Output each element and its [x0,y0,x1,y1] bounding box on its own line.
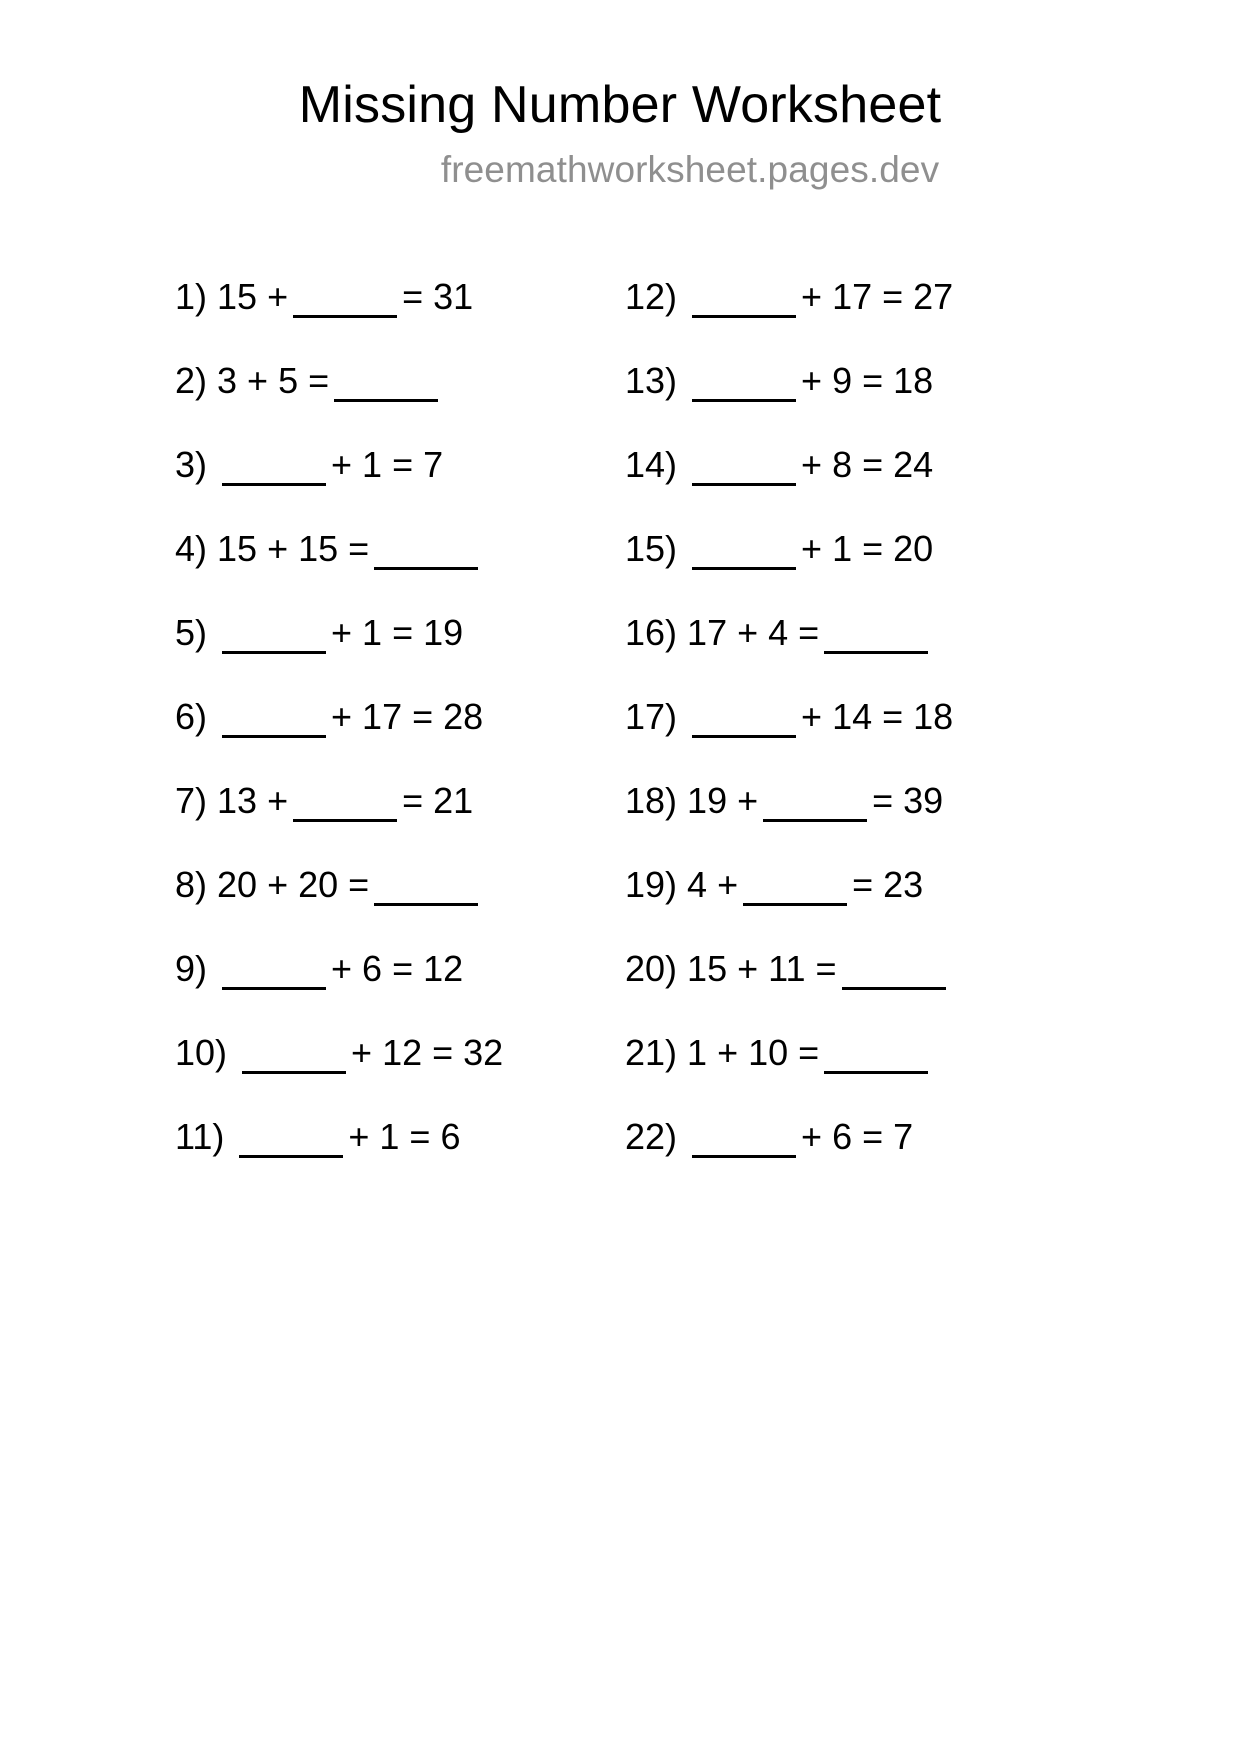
answer-blank[interactable] [374,867,478,907]
problem-number: 3) [175,443,208,485]
problem-row [625,947,1065,1035]
spacer [224,1119,234,1155]
answer-blank[interactable] [692,1119,796,1159]
problem-number: 20) [625,947,678,989]
problem-number: 8) [175,863,208,905]
answer-blank[interactable] [222,447,326,487]
left-column [175,275,625,1203]
problem-number: 5) [175,611,208,653]
problem-number: 15) [625,527,678,569]
problem-row [175,611,625,699]
spacer [677,279,687,315]
problem-row [175,863,625,951]
spacer [677,447,687,483]
answer-blank[interactable] [293,279,397,319]
problem-number: 11) [175,1115,225,1157]
problem-number: 18) [625,779,678,821]
expression-after-blank: = 39 [872,779,944,821]
problem-row [625,443,1065,531]
spacer [207,867,217,903]
spacer [677,615,687,651]
problem-number: 2) [175,359,208,401]
problem-row [625,611,1065,699]
problem-number: 12) [625,275,678,317]
problem-number: 13) [625,359,678,401]
spacer [677,699,687,735]
expression-after-blank: + 8 = 24 [801,443,934,485]
expression-after-blank: + 1 = 6 [348,1115,461,1157]
answer-blank[interactable] [222,951,326,991]
spacer [677,951,687,987]
problem-row [625,527,1065,615]
expression-before-blank: 15 + [217,275,289,317]
problem-number: 7) [175,779,208,821]
spacer [207,699,217,735]
answer-blank[interactable] [763,783,867,823]
problem-number: 4) [175,527,208,569]
spacer [207,531,217,567]
problem-number: 6) [175,695,208,737]
problem-row [625,359,1065,447]
expression-after-blank: = 31 [402,275,474,317]
expression-after-blank: = 23 [852,863,924,905]
problem-number: 19) [625,863,678,905]
expression-after-blank: + 14 = 18 [801,695,954,737]
problem-row [625,1031,1065,1119]
expression-after-blank: + 6 = 12 [331,947,464,989]
expression-after-blank: + 17 = 27 [801,275,954,317]
spacer [677,531,687,567]
problem-row [625,1115,1065,1203]
spacer [227,1035,237,1071]
spacer [207,279,217,315]
expression-after-blank: + 17 = 28 [331,695,484,737]
spacer [207,363,217,399]
problem-row [625,695,1065,783]
spacer [677,363,687,399]
expression-after-blank: + 12 = 32 [351,1031,504,1073]
problem-row [175,695,625,783]
source-url-subtitle: freemathworksheet.pages.dev [440,148,940,190]
problem-number: 9) [175,947,208,989]
answer-blank[interactable] [743,867,847,907]
answer-blank[interactable] [293,783,397,823]
spacer [207,447,217,483]
problem-row [625,275,1065,363]
problem-row [175,947,625,1035]
answer-blank[interactable] [692,531,796,571]
problem-number: 16) [625,611,678,653]
answer-blank[interactable] [692,699,796,739]
worksheet-header [0,0,1240,191]
expression-after-blank: = 21 [402,779,474,821]
answer-blank[interactable] [692,363,796,403]
answer-blank[interactable] [239,1119,343,1159]
problem-number: 1) [175,275,208,317]
spacer [207,615,217,651]
expression-after-blank: + 6 = 7 [801,1115,914,1157]
spacer [677,1035,687,1071]
expression-after-blank: + 1 = 19 [331,611,464,653]
expression-before-blank: 4 + [687,863,739,905]
problem-row [175,1115,625,1203]
expression-before-blank: 3 + 5 = [217,359,330,401]
expression-before-blank: 17 + 4 = [687,611,820,653]
answer-blank[interactable] [334,363,438,403]
spacer [207,783,217,819]
problem-number: 14) [625,443,678,485]
expression-after-blank: + 1 = 20 [801,527,934,569]
problem-row [175,527,625,615]
right-column [625,275,1065,1203]
spacer [677,783,687,819]
problem-row [175,443,625,531]
answer-blank[interactable] [242,1035,346,1075]
spacer [677,1119,687,1155]
answer-blank[interactable] [692,447,796,487]
answer-blank[interactable] [824,1035,928,1075]
answer-blank[interactable] [692,279,796,319]
answer-blank[interactable] [842,951,946,991]
problem-number: 10) [175,1031,228,1073]
answer-blank[interactable] [374,531,478,571]
expression-before-blank: 20 + 20 = [217,863,370,905]
answer-blank[interactable] [222,615,326,655]
expression-after-blank: + 9 = 18 [801,359,934,401]
problem-grid [0,275,1240,1203]
problem-row [625,779,1065,867]
problem-number: 21) [625,1031,678,1073]
page-title: Missing Number Worksheet [298,76,942,134]
problem-number: 17) [625,695,678,737]
problem-row [175,1031,625,1119]
expression-before-blank: 1 + 10 = [687,1031,820,1073]
expression-before-blank: 15 + 11 = [687,947,837,989]
problem-row [175,275,625,363]
expression-before-blank: 19 + [687,779,759,821]
problem-row [175,359,625,447]
answer-blank[interactable] [824,615,928,655]
problem-row [625,863,1065,951]
spacer [677,867,687,903]
answer-blank[interactable] [222,699,326,739]
problem-row [175,779,625,867]
expression-before-blank: 15 + 15 = [217,527,370,569]
expression-before-blank: 13 + [217,779,289,821]
problem-number: 22) [625,1115,678,1157]
expression-after-blank: + 1 = 7 [331,443,444,485]
spacer [207,951,217,987]
